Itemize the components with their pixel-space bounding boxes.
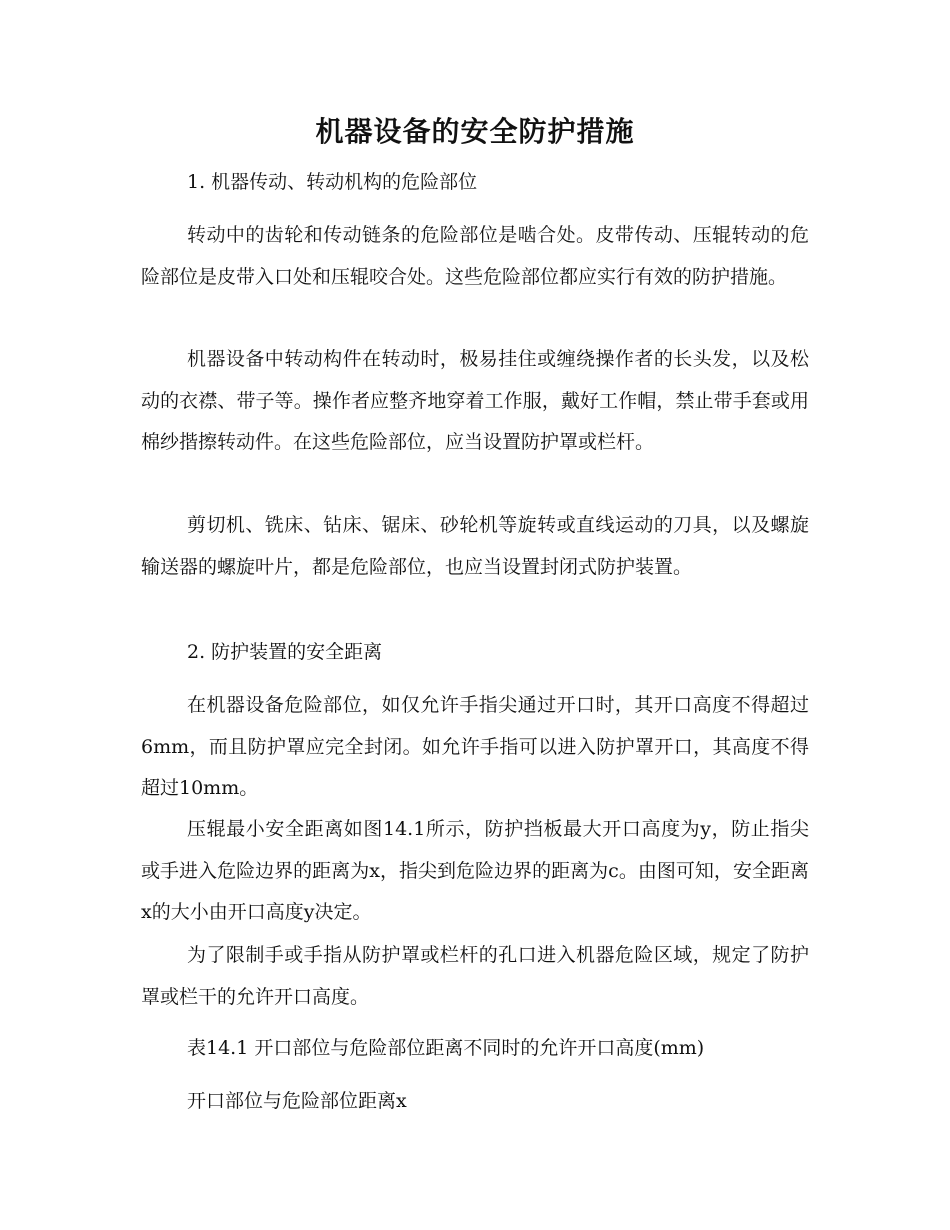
paragraph-6: 为了限制手或手指从防护罩或栏杆的孔口进入机器危险区域，规定了防护罩或栏干的允许开口高度。 bbox=[141, 944, 809, 1008]
table-caption: 表14.1 开口部位与危险部位距离不同时的允许开口高度(mm) bbox=[187, 1037, 705, 1059]
section-heading-1: 1. 机器传动、转动机构的危险部位 bbox=[187, 171, 478, 193]
section-heading-2: 2. 防护装置的安全距离 bbox=[187, 641, 383, 663]
paragraph-1: 转动中的齿轮和传动链条的危险部位是啮合处。皮带传动、压辊转动的危险部位是皮带入口处和压辊咬合处。这些危险部位都应实行有效的防护措施。 bbox=[141, 224, 809, 288]
document-title: 机器设备的安全防护措施 bbox=[315, 115, 635, 148]
paragraph-5: 压辊最小安全距离如图14.1所示，防护挡板最大开口高度为y，防止指尖或手进入危险边界的距离为x，指尖到危险边界的距离为c。由图可知，安全距离x的大小由开口高度y决定。 bbox=[141, 818, 809, 923]
table-column-header: 开口部位与危险部位距离x bbox=[187, 1090, 407, 1112]
paragraph-3: 剪切机、铣床、钻床、锯床、砂轮机等旋转或直线运动的刀具，以及螺旋输送器的螺旋叶片，都是危险部位，也应当设置封闭式防护装置。 bbox=[141, 514, 809, 578]
paragraph-2: 机器设备中转动构件在转动时，极易挂住或缠绕操作者的长头发，以及松动的衣襟、带子等。操作者应整齐地穿着工作服，戴好工作帽，禁止带手套或用棉纱揩擦转动件。在这些危险部位，应当设置防护罩或栏杆。 bbox=[141, 348, 809, 453]
paragraph-4: 在机器设备危险部位，如仅允许手指尖通过开口时，其开口高度不得超过6mm，而且防护罩应完全封闭。如允许手指可以进入防护罩开口，其高度不得超过10mm。 bbox=[141, 694, 809, 799]
